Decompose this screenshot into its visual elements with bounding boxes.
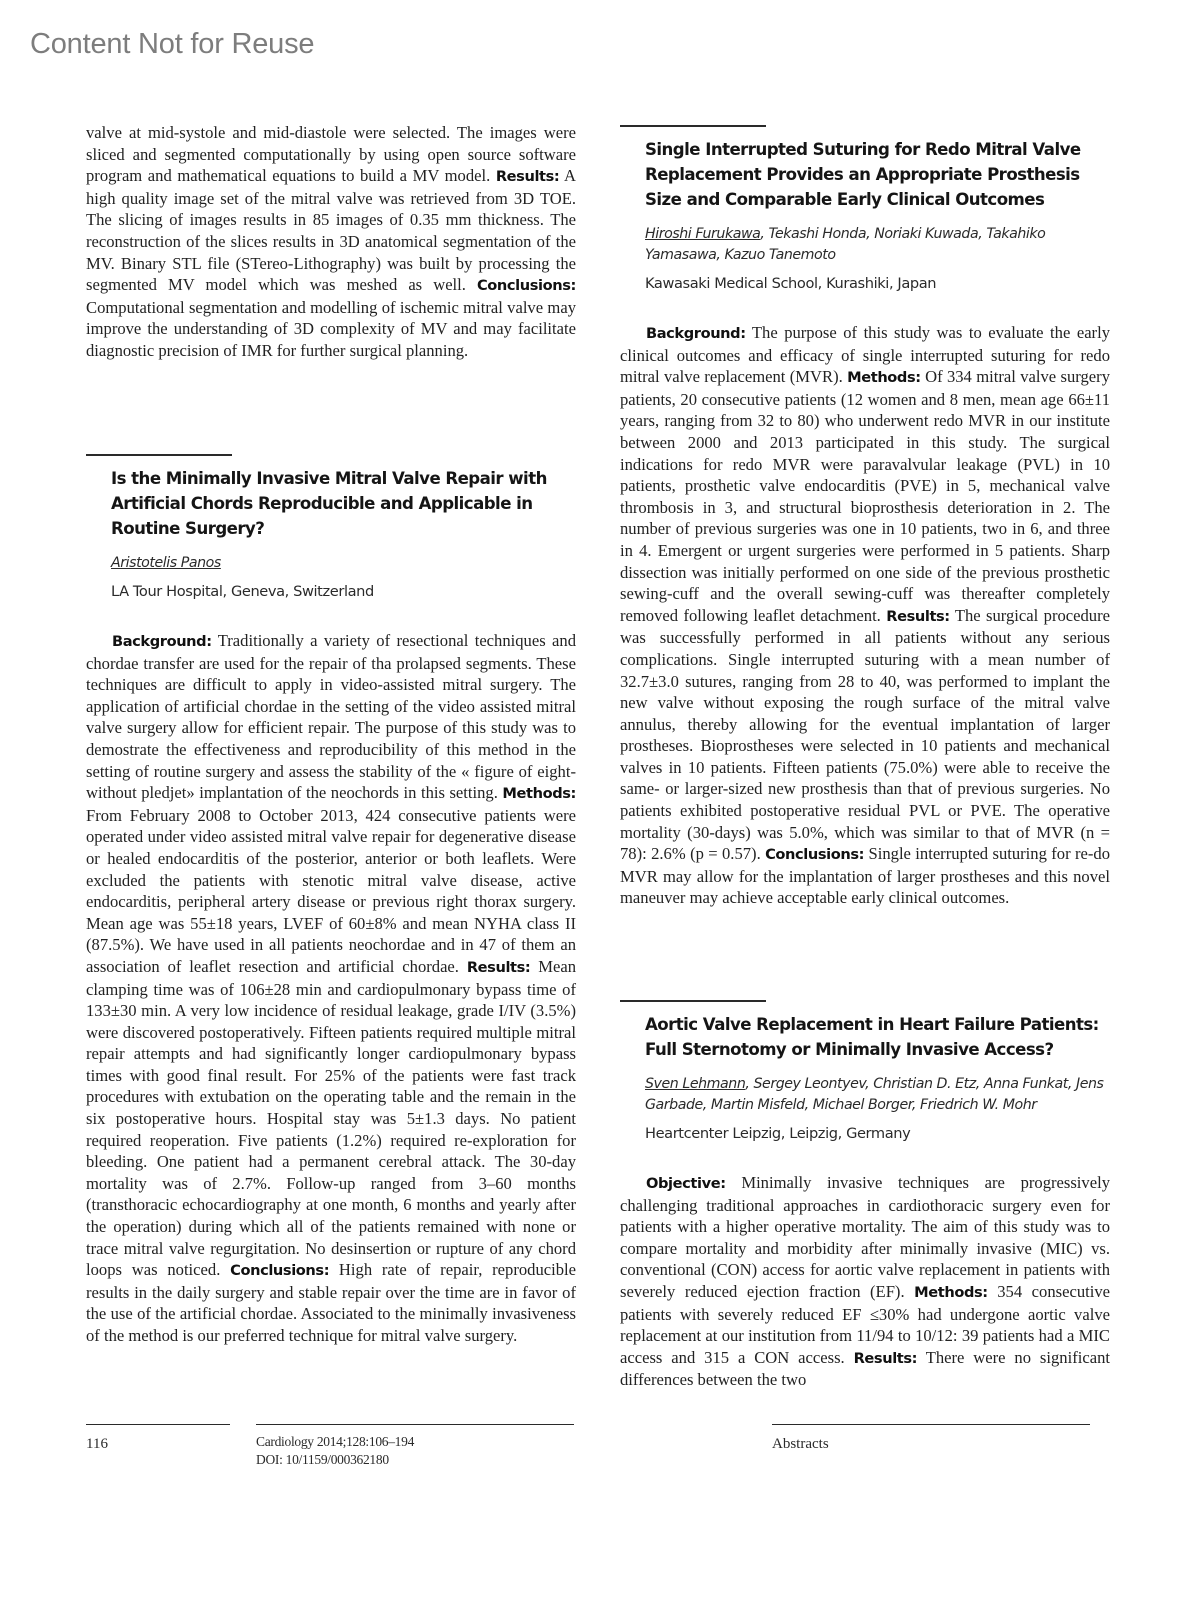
continued-abstract-body xyxy=(86,122,576,362)
presenting-author: Aristotelis Panos xyxy=(111,555,221,571)
body-text: High rate of repair, reproducible results in the daily surgery and stable repair over the time are in favor of the use of the artificial chordae. Associated to the minimally invasiveness of the method is our preferred technique for mitral valve surgery. xyxy=(86,1260,576,1345)
doi: DOI: 10/1159/000362180 xyxy=(256,1452,389,1467)
abstract-title: Is the Minimally Invasive Mitral Valve Repair with Artificial Chords Reproducible and Applicable in Routine Surgery? xyxy=(111,469,547,538)
footer-journal xyxy=(256,1424,574,1469)
abstract-body xyxy=(86,630,576,1347)
co-authors: , Sergey Leontyev, Christian D. Etz, Anna Funkat, Jens Garbade, Martin Misfeld, Michael Borger, Friedrich W. Mohr xyxy=(645,1076,1104,1113)
body-text: valve at mid-systole and mid-diastole were selected. The images were sliced and segmented computationally by using open source software program and mathematical equations to build a MV model. xyxy=(86,123,576,186)
body-text: From February 2008 to October 2013, 424 consecutive patients were operated under video assisted mitral valve repair for degenerative disease or healed endocarditis of the posterior, anterior or both leaflets. Were excluded the patients with stenotic mitral valve disease, active endocarditis, peripheral artery disease or previous right thorax surgery. Mean age was 55±18 years, LVEF of 60±8% and mean NYHA class II (87.5%). We have used in all patients neochordae and in 47 of them an association of leaflet resection and artificial chordae. xyxy=(86,805,576,976)
abstract-body xyxy=(620,1172,1110,1391)
body-text: Minimally invasive techniques are progressively challenging traditional approaches in cardiothoracic surgery even for patients with a higher operative mortality. The aim of this study was to compare mortality and morbidity after minimally invasive (MIC) vs. conventional (CON) access for aortic valve replacement in patients with severely reduced ejection fraction (EF). xyxy=(620,1173,1110,1301)
author-list xyxy=(645,224,1110,266)
page-number: 116 xyxy=(86,1436,108,1452)
abstract-lehmann xyxy=(620,1000,1110,1391)
body-text: A high quality image set of the mitral valve was retrieved from 3D TOE. The slicing of images results in 85 images of 0.35 mm thickness. The reconstruction of the slices results in 3D anatomical segmentation of the MV. Binary STL file (STereo-Lithography) was built by processing the segmented MV model which was meshed as well. xyxy=(86,166,576,295)
author-list xyxy=(645,1074,1110,1116)
section-rule xyxy=(620,1000,766,1002)
section-label: Results: xyxy=(853,1349,918,1367)
section-rule xyxy=(86,454,232,456)
abstract-title: Aortic Valve Replacement in Heart Failure Patients: Full Sternotomy or Minimally Invasive Access? xyxy=(645,1015,1099,1059)
body-text: The surgical procedure was successfully performed in all patients without any serious complications. Single interrupted suturing with a mean number of 32.7±3.0 sutures, ranging from 28 to 40, was performed to implant the new valve without exposing the rough surface of the mitral valve annulus, thereby allowing for the eventual implantation of larger prostheses. Bioprostheses were selected in 10 patients and mechanical valves in 10 patients. Fifteen patients (75.0%) were able to receive the same- or larger-sized new prosthesis than that of previous surgeries. No patients exhibited postoperative residual PVL or PVE. The operative mortality (30-days) was 5.0%, which was similar to that of MVR (n = 78): 2.6% (p = 0.57). xyxy=(620,605,1110,864)
section-label: Methods: xyxy=(847,369,921,387)
watermark: Content Not for Reuse xyxy=(30,28,315,60)
section-label: Results: xyxy=(495,168,560,186)
section-label: Objective: xyxy=(646,1175,726,1192)
body-text: There were no significant differences between the two xyxy=(620,1347,1110,1390)
footer-page xyxy=(86,1424,230,1453)
section-label: Conclusions: xyxy=(477,277,576,295)
affiliation: LA Tour Hospital, Geneva, Switzerland xyxy=(111,583,374,600)
section-label: Conclusions: xyxy=(765,846,865,864)
co-authors: , Tekashi Honda, Noriaki Kuwada, Takahiko Yamasawa, Kazuo Tanemoto xyxy=(645,226,1046,263)
abstract-body xyxy=(620,322,1110,909)
affiliation: Heartcenter Leipzig, Leipzig, Germany xyxy=(645,1125,911,1142)
body-text: Single interrupted suturing for re-do MVR may allow for the implantation of larger prostheses and this novel maneuver may achieve acceptable early clinical outcomes. xyxy=(620,844,1111,908)
abstract-panos xyxy=(86,454,576,1347)
presenting-author: Sven Lehmann xyxy=(645,1076,746,1092)
section-label: Results: xyxy=(466,958,531,976)
left-column xyxy=(86,122,576,362)
journal-citation: Cardiology 2014;128:106–194 xyxy=(256,1434,415,1449)
section-label: Background: xyxy=(112,633,212,650)
section-label: Methods: xyxy=(502,785,576,803)
section-label: Methods: xyxy=(914,1283,988,1301)
body-text: 354 consecutive patients with severely reduced EF ≤30% had undergone aortic valve replacement at our institution from 11/94 to 10/12: 39 patients had a MIC access and 315 a CON access. xyxy=(620,1281,1111,1367)
section-name: Abstracts xyxy=(772,1436,829,1452)
footer-rule xyxy=(256,1424,574,1425)
section-rule xyxy=(620,125,766,127)
abstract-title: Single Interrupted Suturing for Redo Mitral Valve Replacement Provides an Appropriate Prosthesis Size and Comparable Early Clinical Outcomes xyxy=(645,140,1081,209)
affiliation: Kawasaki Medical School, Kurashiki, Japan xyxy=(645,275,937,292)
body-text: Mean clamping time was of 106±28 min and cardiopulmonary bypass time of 133±30 min. A very low incidence of residual leakage, grade I/IV (3.5%) were discovered postoperatively. Fifteen patients required multiple mitral repair attempts and had significantly longer cardiopulmonary bypass times with good final result. For 25% of the patients were fast track procedures with extubation on the operating table and the remain in the six postoperative hours. Hospital stay was 5±1.3 days. No patient required reoperation. Five patients (1.2%) required re-exploration for bleeding. One patient had a permanent cerebral attack. The 30-day mortality was of 2.7%. Follow-up ranged from 3–60 months (transthoracic echocardiography at one month, 6 months and yearly after the operation) during which all of the patients remained with none or trace mitral valve regurgitation. No desinsertion or rupture of any chord loops was noticed. xyxy=(86,956,576,1280)
section-label: Results: xyxy=(886,607,950,625)
body-text: Computational segmentation and modelling of ischemic mitral valve may improve the understanding of 3D complexity of MV and may facilitate diagnostic precision of IMR for further surgical planning. xyxy=(86,297,576,360)
author-list xyxy=(111,553,576,574)
abstract-furukawa xyxy=(620,125,1110,909)
section-label: Background: xyxy=(646,325,746,342)
body-text: Traditionally a variety of resectional techniques and chordae transfer are used for the repair of tha prolapsed segments. These techniques are difficult to apply in video-assisted mitral surgery. The application of artificial chordae in the setting of the video assisted mitral valve surgery allow for efficient repair. The purpose of this study was to demostrate the effectiveness and reproducibility of this method in the setting of routine surgery and assess the stability of the « figure of eight-without pledjet» implantation of the neochords in this setting. xyxy=(86,631,576,803)
presenting-author: Hiroshi Furukawa xyxy=(645,226,761,242)
body-text: The purpose of this study was to evaluate the early clinical outcomes and efficacy of single interrupted suturing for redo mitral valve replacement (MVR). xyxy=(620,323,1110,387)
footer-section xyxy=(772,1424,1090,1453)
body-text: Of 334 mitral valve surgery patients, 20 consecutive patients (12 women and 8 men, mean age 66±11 years, ranging from 32 to 80) who underwent redo MVR in our institute between 2000 and 2013 participated in this study. The surgical indications for redo MVR were paravalvular leakage (PVL) in 10 patients, prosthetic valve endocarditis (PVE) in 5, mechanical valve thrombosis in 3, and structural bioprosthesis deterioration in 2. The number of previous surgeries was one in 10 patients, two in 6, and three in 4. Emergent or urgent surgeries were performed in 5 patients. Sharp dissection was initially performed on one side of the previous prosthetic sewing-cuff and the overall sewing-cuff was thereafter completely removed following leaflet detachment. xyxy=(620,367,1110,625)
footer-rule xyxy=(86,1424,230,1425)
footer-rule xyxy=(772,1424,1090,1425)
section-label: Conclusions: xyxy=(230,1262,330,1280)
